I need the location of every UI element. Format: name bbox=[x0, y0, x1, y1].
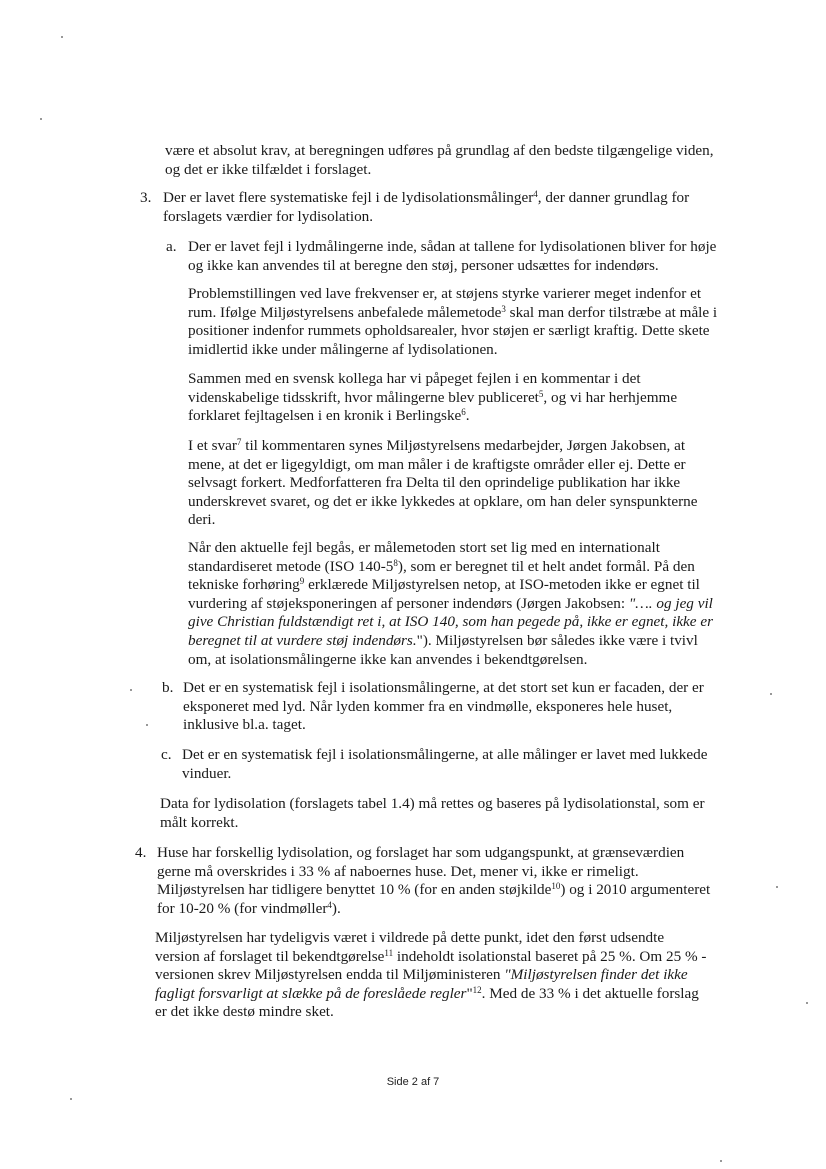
list-letter-c: c. bbox=[161, 746, 172, 763]
text-line: Det er en systematisk fejl i isolationsmålingerne, at alle målinger er lavet med lukkede bbox=[182, 746, 708, 763]
intro-paragraph bbox=[165, 142, 714, 179]
text-line: Når den aktuelle fejl begås, er målemetoden stort set lig med en internationalt bbox=[188, 539, 660, 556]
paragraph-iso-method bbox=[188, 539, 713, 669]
footnote-ref: 11 bbox=[384, 947, 394, 958]
list-item-3b bbox=[183, 679, 704, 735]
text-line: Huse har forskellig lydisolation, og forslaget har som udgangspunkt, at grænseværdien bbox=[157, 844, 685, 861]
paragraph-reply bbox=[188, 437, 697, 530]
text-line: I et svar$^7$ til kommentaren synes Miljøstyrelsens medarbejder, Jørgen Jakobsen, at bbox=[188, 437, 686, 454]
paragraph-confusion bbox=[155, 929, 706, 1022]
text-line: Der er lavet flere systematiske fejl i de lydisolationsmålinger$^4$, der danner grundlag for bbox=[163, 189, 690, 206]
footnote-ref: 8 bbox=[393, 557, 398, 568]
text-line: beregnet til at vurdere støj indendørs."). Miljøstyrelsen bør således ikke være i tvivl bbox=[188, 631, 698, 649]
text-line: for 10-20 % (for vindmøller$^4$). bbox=[157, 899, 341, 917]
scan-speck bbox=[40, 118, 42, 120]
text-line: og det er ikke tilfældet i forslaget. bbox=[165, 160, 372, 178]
footnote-ref: 12 bbox=[472, 984, 482, 995]
text-line: version af forslaget til bekendtgørelse$^{11}$ indeholdt isolationstal baseret på 25 %. Om 25 % - bbox=[155, 947, 707, 965]
text-line: fagligt forsvarligt at slække på de foreslåede regler"$^{12}$. Med de 33 % i det aktuelle forslag bbox=[155, 984, 699, 1002]
paragraph-swedish-colleague bbox=[188, 370, 677, 426]
text-line: være et absolut krav, at beregningen udføres på grundlag af den bedste tilgængelige viden, bbox=[165, 142, 714, 159]
scan-speck bbox=[61, 36, 63, 38]
footnote-ref: 5 bbox=[538, 388, 544, 399]
list-letter-b: b. bbox=[162, 679, 174, 696]
text-line: imidlertid ikke under målingerne af lydisolationen. bbox=[188, 340, 498, 358]
text-line: Data for lydisolation (forslagets tabel 1.4) må rettes og baseres på lydisolationstal, som er bbox=[160, 795, 705, 812]
text-line: eksponeret med lyd. Når lyden kommer fra en vindmølle, eksponeres hele huset, bbox=[183, 697, 673, 715]
list-item-3 bbox=[163, 189, 689, 226]
scan-speck bbox=[70, 1098, 72, 1100]
text-line: underskrevet svaret, og det er ikke lykkedes at opklare, om han deler synspunkterne bbox=[188, 492, 698, 510]
scan-speck bbox=[720, 1160, 722, 1162]
text-line: standardiseret metode (ISO $140-5^8$), som er beregnet til et helt andet formål. På den bbox=[188, 557, 695, 575]
text-line: er det ikke destø mindre sket. bbox=[155, 1003, 334, 1021]
text-line: og ikke kan anvendes til at beregne den støj, personer udsættes for indendørs. bbox=[188, 256, 659, 274]
scan-speck bbox=[130, 689, 132, 691]
list-number-3: 3. bbox=[140, 189, 152, 206]
footnote-ref: 3 bbox=[501, 303, 506, 314]
list-number-4: 4. bbox=[135, 844, 147, 861]
text-line: Miljøstyrelsen har tidligere benyttet 10 % (for en anden støjkilde$^{10}$) og i 2010 argumenteret bbox=[157, 881, 711, 899]
text-line: mene, at det er ligegyldigt, om man måler i de kraftigste områder eller ej. Dette er bbox=[188, 455, 686, 473]
footnote-ref: 10 bbox=[551, 881, 561, 892]
text-line: om, at isolationsmålingerne ikke kan anvendes i bekendtgørelsen. bbox=[188, 650, 588, 668]
text-line: Sammen med en svensk kollega har vi påpeget fejlen i en kommentar i det bbox=[188, 370, 641, 387]
list-item-4 bbox=[157, 844, 710, 918]
footnote-ref: 4 bbox=[533, 189, 538, 199]
scan-speck bbox=[806, 1002, 808, 1004]
text-line: positioner indenfor rummets opholdsarealer, hvor støjen er særligt kraftig. Dette skete bbox=[188, 322, 710, 340]
text-line: give Christian fuldstændigt ret i, at ISO 140, som han pegede på, ikke er egnet, ikke er bbox=[188, 613, 713, 631]
text-line: vinduer. bbox=[182, 764, 232, 782]
text-line: vurdering af støjeksponeringen af personer indendørs (Jørgen Jakobsen: "…. og jeg vil bbox=[188, 594, 713, 612]
paragraph-data-correction bbox=[160, 795, 705, 832]
scan-speck bbox=[146, 724, 148, 726]
text-line: deri. bbox=[188, 511, 216, 529]
text-line: Det er en systematisk fejl i isolationsmålingerne, at det stort set kun er facaden, der er bbox=[183, 679, 704, 696]
text-line: målt korrekt. bbox=[160, 813, 239, 831]
footnote-ref: 6 bbox=[461, 407, 466, 418]
paragraph-low-frequency bbox=[188, 285, 717, 359]
text-line: inklusive bl.a. taget. bbox=[183, 716, 306, 734]
footnote-ref: 7 bbox=[236, 437, 242, 447]
text-line: Problemstillingen ved lave frekvenser er, at støjens styrke varierer meget indenfor et bbox=[188, 285, 702, 302]
footnote-ref: 9 bbox=[299, 576, 305, 587]
text-line: Der er lavet fejl i lydmålingerne inde, sådan at tallene for lydisolationen bliver for høje bbox=[188, 238, 717, 255]
scan-speck bbox=[770, 693, 772, 695]
footnote-ref: 4 bbox=[327, 899, 332, 910]
scan-speck bbox=[776, 886, 778, 888]
page-number: Side 2 af 7 bbox=[386, 1076, 440, 1088]
text-line: versionen skrev Miljøstyrelsen endda til Miljøministeren "Miljøstyrelsen finder det ikke bbox=[155, 966, 688, 984]
text-line: forklaret fejltagelsen i en kronik i Berlingske$^6$. bbox=[188, 407, 470, 425]
text-line: selvsagt forkert. Medforfatteren fra Delta til den oprindelige publikation har ikke bbox=[188, 474, 681, 492]
text-line: gerne må overskrides i 33 % af naboernes huse. Det, mener vi, ikke er rimeligt. bbox=[157, 862, 639, 880]
text-line: forslagets værdier for lydisolation. bbox=[163, 207, 374, 225]
list-item-3a bbox=[188, 238, 716, 275]
text-line: tekniske forhøring$^9$ erklærede Miljøstyrelsen netop, at ISO-metoden ikke er egnet til bbox=[188, 576, 700, 594]
text-line: videnskabelige tidsskrift, hvor målingerne blev publiceret$^5$, og vi har herhjemme bbox=[188, 388, 678, 406]
text-line: rum. Ifølge Miljøstyrelsens anbefalede målemetode$^3$ skal man derfor tilstræbe at måle i bbox=[188, 303, 718, 321]
list-letter-a: a. bbox=[166, 238, 177, 255]
text-line: Miljøstyrelsen har tydeligvis været i vildrede på dette punkt, idet den først udsendte bbox=[155, 929, 665, 946]
list-item-3c bbox=[182, 746, 707, 783]
